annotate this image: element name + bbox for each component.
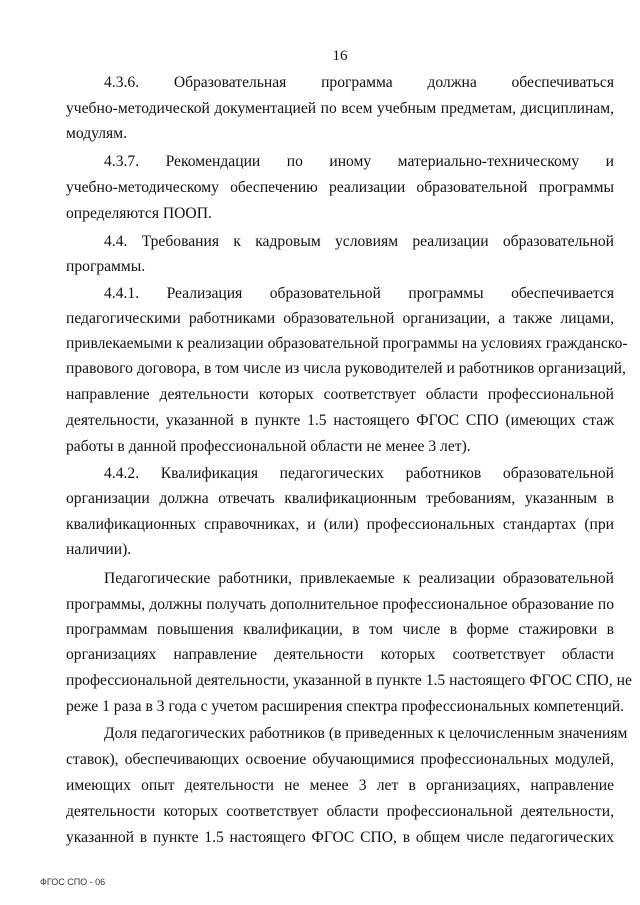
text-line: имеющих опыт деятельности не менее 3 лет в организациях, направление [66,777,614,794]
text-line: организациях направление деятельности которых соответствует области [66,646,614,663]
text-line: привлекаемыми к реализации образовательной программы на условиях гражданско- [66,335,628,352]
text-line: работы в данной профессиональной области не менее 3 лет). [66,438,471,455]
text-line: указанной в пункте 1.5 настоящего ФГОС СПО, в общем числе педагогических [66,829,614,846]
text-line: педагогическими работниками образовательной организации, а также лицами, [66,310,614,327]
text-line: 4.4.1. Реализация образовательной программы обеспечивается [104,285,614,302]
text-line: определяются ПООП. [66,205,212,222]
text-line: Педагогические работники, привлекаемые к реализации образовательной [104,570,614,587]
text-line: программам повышения квалификации, в том числе в форме стажировки в [66,621,614,638]
text-line: наличии). [66,541,132,558]
text-line: модулям. [66,125,127,142]
text-line: правового договора, в том числе из числа руководителей и работников организаций, [66,360,626,377]
text-line: организации должна отвечать квалификационным требованиям, указанным в [66,490,614,507]
text-line: учебно-методическому обеспечению реализации образовательной программы [66,179,614,196]
text-line: направление деятельности которых соответствует области профессиональной [66,386,614,403]
text-line: деятельности которых соответствует области профессиональной деятельности, [66,803,614,820]
text-line: 4.3.7. Рекомендации по иному материально-техническому и [104,153,614,170]
text-line: Доля педагогических работников (в приведенных к целочисленным значениям [104,725,628,742]
text-line: реже 1 раза в 3 года с учетом расширения спектра профессиональных компетенций. [66,698,625,715]
footer-code: ФГОС СПО - 06 [40,877,106,887]
text-line: профессиональной деятельности, указанной в пункте 1.5 настоящего ФГОС СПО, не [66,672,632,689]
page-number: 16 [332,48,348,64]
text-line: 4.4. Требования к кадровым условиям реализации образовательной [104,233,614,250]
text-line: деятельности, указанной в пункте 1.5 настоящего ФГОС СПО (имеющих стаж [66,412,614,429]
text-line: 4.4.2. Квалификация педагогических работников образовательной [104,465,614,482]
text-line: программы, должны получать дополнительное профессиональное образование по [66,596,614,613]
text-line: программы. [66,258,146,275]
text-line: ставок), обеспечивающих освоение обучающимися профессиональных модулей, [66,751,614,768]
text-line: учебно-методической документацией по всем учебным предметам, дисциплинам, [66,100,614,117]
text-line: квалификационных справочниках, и (или) профессиональных стандартах (при [66,516,614,533]
text-line: 4.3.6. Образовательная программа должна обеспечиваться [104,74,614,91]
